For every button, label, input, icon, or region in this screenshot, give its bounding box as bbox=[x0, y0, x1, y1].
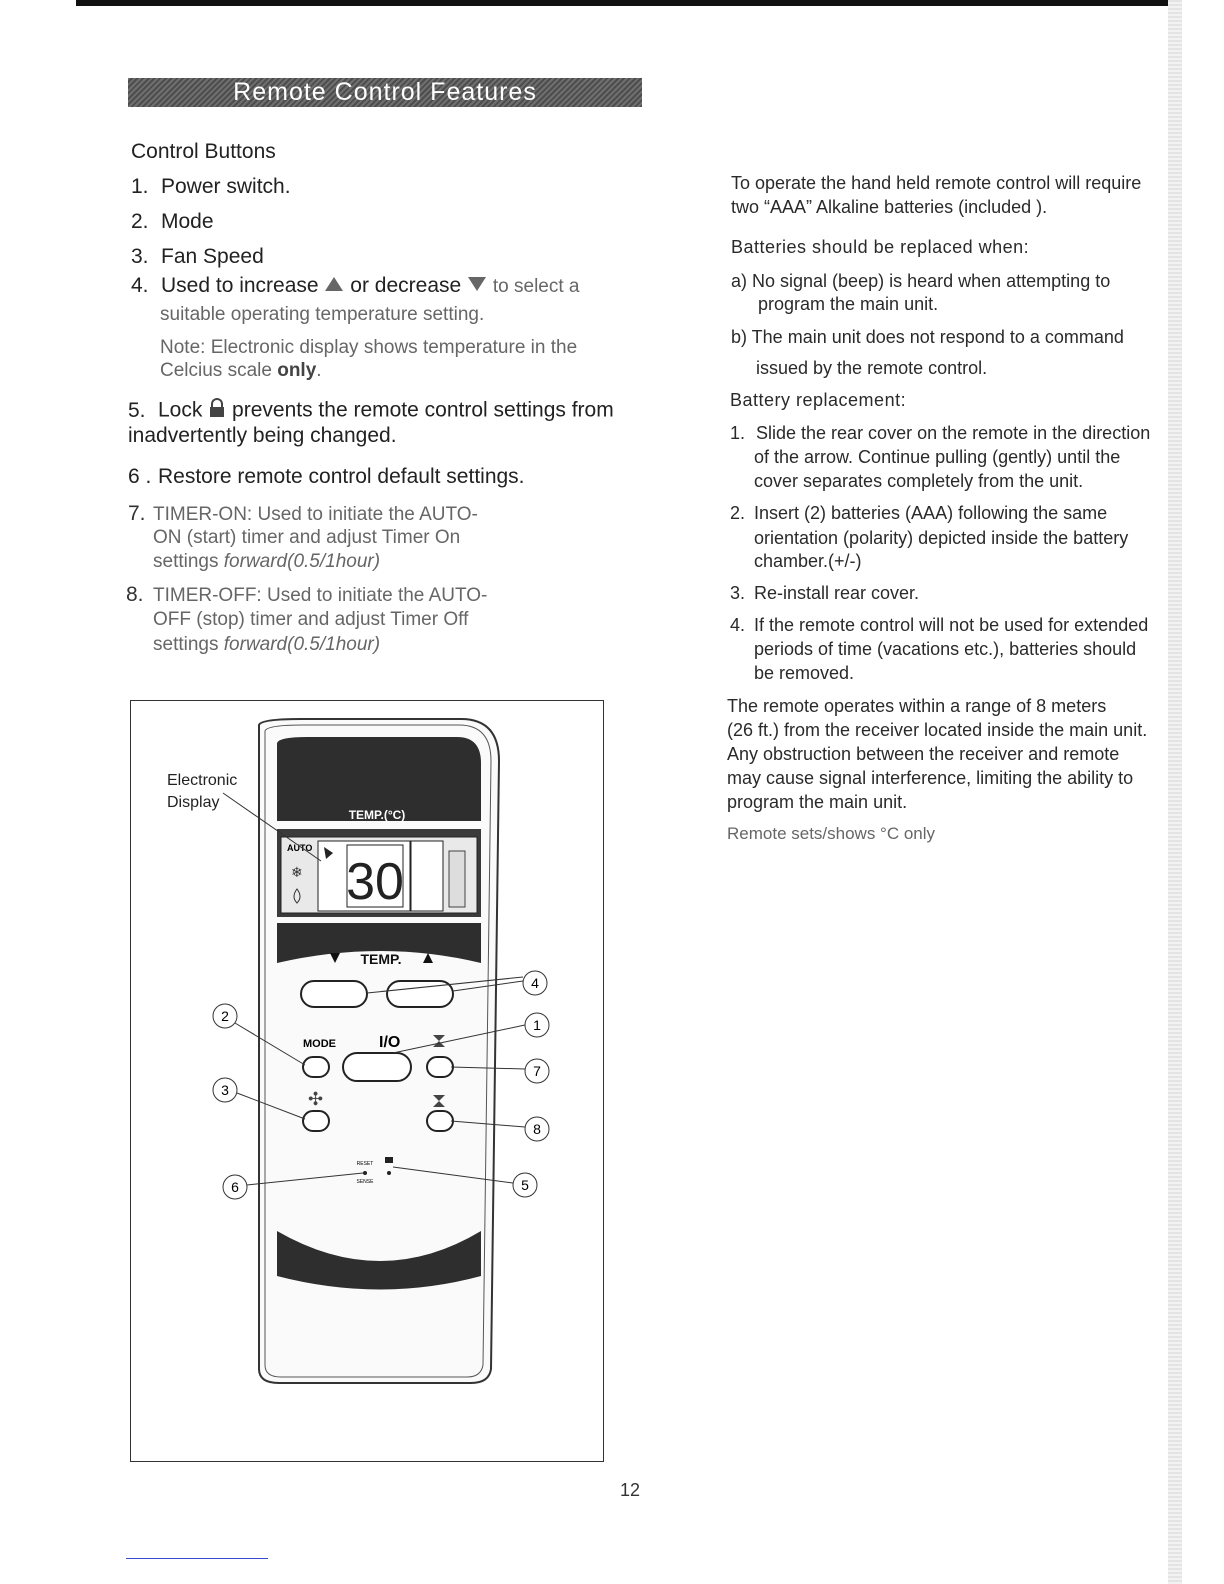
list-item-6 bbox=[128, 465, 525, 489]
list-item-1 bbox=[131, 175, 291, 199]
item-number: 2. bbox=[131, 210, 149, 233]
step-1-line-1: Slide the rear cover on the remote in the direction bbox=[756, 423, 1151, 443]
svg-text:❄: ❄ bbox=[291, 864, 303, 880]
item-8-line-2: OFF (stop) timer and adjust Timer Off bbox=[153, 609, 469, 630]
range-line-3: Any obstruction between the receiver and remote bbox=[727, 744, 1120, 764]
display-label-line-1: Electronic bbox=[167, 772, 238, 789]
item-7-line-3 bbox=[153, 551, 380, 573]
step-2-line-2: orientation (polarity) depicted inside the battery bbox=[754, 528, 1129, 548]
condition-b-line-2: issued by the remote control. bbox=[756, 358, 988, 378]
item-text: prevents the remote control settings from bbox=[232, 398, 614, 422]
item-number: 8. bbox=[126, 583, 144, 606]
note-line-1: Note: Electronic display shows temperature in the bbox=[160, 337, 578, 358]
page-number: 12 bbox=[619, 1480, 641, 1500]
item-text: Used to increase bbox=[161, 274, 319, 297]
svg-text:2: 2 bbox=[221, 1008, 229, 1024]
item-number: 4. bbox=[131, 274, 149, 297]
step-number: 2. bbox=[730, 503, 746, 523]
lock-pinhole[interactable] bbox=[387, 1171, 391, 1175]
snowflake-icon bbox=[291, 864, 303, 880]
list-item-2 bbox=[131, 210, 214, 234]
step-1-line-2: of the arrow. Continue pulling (gently) until the bbox=[754, 447, 1121, 467]
svg-text:✣: ✣ bbox=[308, 1089, 324, 1109]
item-7-line-2: ON (start) timer and adjust Timer On bbox=[153, 527, 461, 548]
list-item-8 bbox=[126, 583, 487, 607]
range-line-5: program the main unit. bbox=[727, 792, 908, 812]
item-text: to select a bbox=[492, 276, 580, 297]
list-item-7 bbox=[128, 502, 478, 526]
range-line-1: The remote operates within a range of 8 meters bbox=[727, 696, 1107, 716]
units-footnote: Remote sets/shows °C only bbox=[727, 824, 936, 843]
top-rule bbox=[76, 0, 1180, 6]
item-text-italic: forward(0.5/1hour) bbox=[223, 634, 381, 655]
footer-rule bbox=[126, 1558, 268, 1559]
step-number: 3. bbox=[730, 583, 746, 603]
fan-speed-button[interactable] bbox=[303, 1111, 329, 1131]
temp-label: TEMP. bbox=[360, 951, 402, 967]
step-number: 4. bbox=[730, 615, 746, 635]
step-number: 1. bbox=[730, 423, 746, 443]
note-line-2 bbox=[160, 360, 322, 382]
item-5-continuation: inadvertently being changed. bbox=[128, 424, 397, 447]
mode-button[interactable] bbox=[303, 1057, 329, 1077]
power-button[interactable] bbox=[343, 1053, 411, 1081]
item-text: Fan Speed bbox=[161, 245, 264, 268]
list-item-3 bbox=[131, 245, 264, 269]
timer-on-button[interactable] bbox=[427, 1057, 453, 1077]
svg-text:5: 5 bbox=[521, 1177, 529, 1193]
auto-indicator: AUTO bbox=[287, 843, 313, 853]
temperature-reading: 30 bbox=[346, 853, 404, 911]
step-2-line-1: Insert (2) batteries (AAA) following the same bbox=[754, 503, 1108, 523]
control-buttons-heading: Control Buttons bbox=[131, 140, 276, 163]
item-8-line-3 bbox=[153, 634, 380, 656]
item-text: Restore remote control default settings. bbox=[158, 465, 525, 488]
svg-text:8: 8 bbox=[533, 1121, 541, 1137]
power-label: I/O bbox=[379, 1034, 401, 1051]
timer-off-button[interactable] bbox=[427, 1111, 453, 1131]
svg-text:6: 6 bbox=[231, 1179, 239, 1195]
scan-edge bbox=[1168, 0, 1182, 1584]
item-text: settings bbox=[153, 551, 224, 572]
item-number: 3. bbox=[131, 245, 149, 268]
arrow-down-icon bbox=[467, 274, 487, 298]
mode-label: MODE bbox=[303, 1038, 336, 1050]
item-text: TIMER-ON: Used to initiate the AUTO- bbox=[153, 504, 478, 525]
display-label-line-2: Display bbox=[167, 794, 220, 811]
digit-window-blank bbox=[411, 841, 443, 911]
arrow-up-icon bbox=[324, 274, 344, 298]
list-item-4 bbox=[131, 274, 579, 298]
range-line-2: (26 ft.) from the receiver located inside the main unit. bbox=[727, 720, 1148, 740]
fan-icon bbox=[308, 1089, 323, 1109]
step-4-line-1: If the remote control will not be used for extended bbox=[754, 615, 1149, 635]
step-2-line-3: chamber.(+/-) bbox=[754, 551, 862, 571]
item-number: 1. bbox=[131, 175, 149, 198]
item-text: Mode bbox=[161, 210, 214, 233]
svg-text:4: 4 bbox=[531, 975, 539, 991]
list-item-5 bbox=[128, 398, 614, 424]
replace-heading: Batteries should be replaced when: bbox=[731, 237, 1030, 257]
step-4-line-3: be removed. bbox=[754, 663, 855, 683]
note-text: . bbox=[316, 360, 322, 381]
item-text: Power switch. bbox=[161, 175, 291, 198]
lock-small-label: SENSE bbox=[356, 1179, 374, 1185]
item-number: 5. bbox=[128, 398, 146, 422]
item-text: or decrease bbox=[350, 274, 462, 297]
note-text: Celcius scale bbox=[160, 360, 278, 381]
step-1-line-3: cover separates completely from the unit. bbox=[754, 471, 1084, 491]
range-line-4: may cause signal interference, limiting the ability to bbox=[727, 768, 1134, 788]
item-text: Lock bbox=[158, 398, 203, 422]
lock-icon bbox=[385, 1157, 393, 1163]
svg-text:7: 7 bbox=[533, 1063, 541, 1079]
condition-a-line-2: program the main unit. bbox=[758, 294, 939, 314]
condition-b-line-1: b) The main unit does not respond to a command bbox=[731, 327, 1124, 347]
svg-text:1: 1 bbox=[533, 1017, 541, 1033]
step-3-line-1: Re-install rear cover. bbox=[754, 583, 920, 603]
svg-text:3: 3 bbox=[221, 1082, 229, 1098]
item-text-italic: forward(0.5/1hour) bbox=[223, 551, 381, 572]
remote-control-figure bbox=[130, 700, 604, 1462]
intro-line-1: To operate the hand held remote control will require bbox=[731, 173, 1142, 193]
battery-heading: Battery replacement: bbox=[730, 390, 907, 410]
intro-line-2: two “AAA” Alkaline batteries (included ). bbox=[731, 197, 1048, 217]
section-title: Remote Control Features bbox=[128, 78, 642, 107]
reset-pinhole[interactable] bbox=[363, 1171, 367, 1175]
item-number: 6 . bbox=[128, 465, 152, 488]
temp-header-label: TEMP.(°C) bbox=[348, 808, 406, 822]
note-emphasis: only bbox=[277, 360, 317, 381]
lock-icon bbox=[208, 398, 226, 424]
reset-label: RESET bbox=[356, 1161, 374, 1167]
item-text: TIMER-OFF: Used to initiate the AUTO- bbox=[153, 585, 488, 606]
fan-level-bar bbox=[449, 851, 465, 907]
step-4-line-2: periods of time (vacations etc.), batteries should bbox=[754, 639, 1137, 659]
condition-a-line-1: a) No signal (beep) is heard when attempting to bbox=[731, 271, 1111, 291]
item-4-continuation: suitable operating temperature setting. bbox=[160, 304, 485, 325]
item-text: settings bbox=[153, 634, 224, 655]
temp-down-button[interactable] bbox=[301, 981, 367, 1007]
item-number: 7. bbox=[128, 502, 146, 525]
